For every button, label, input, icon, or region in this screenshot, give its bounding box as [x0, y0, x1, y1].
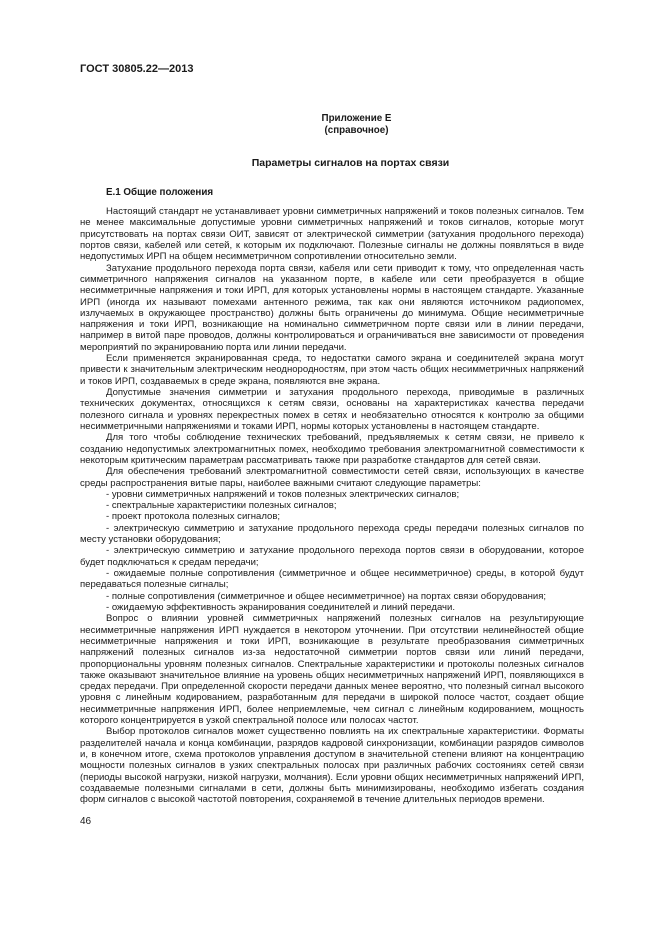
- list-item: - электрическую симметрию и затухание продольного перехода среды передачи полезных сигналов по месту установки оборудования;: [80, 522, 584, 546]
- list-item: - спектральные характеристики полезных сигналов;: [106, 500, 337, 512]
- paragraph: Вопрос о влиянии уровней симметричных напряжений полезных сигналов на результирующие несимметричные напряжения ИРП нуждается в некотором уточнении. При отсутствии нелинейностей общие несимметричные напряжения и токи ИРП, возникающие в результате преобразования симметричных напряжений полезных сигналов из-за недостаточной симметрии портов связи или линий передачи, пропорциональны уровням полезных сигналов. Спектральные характеристики и протоколы полезных сигналов также оказывают значительное влияние на уровень общих несимметричных напряжений ИРП, появляющихся в средах передачи. При определенной скорости передачи данных менее вероятно, что полезный сигнал высокого уровня с линейным кодированием, разработанным для передачи в широкой полосе частот, создает общие несимметричные напряжения ИРП, более неприемлемые, чем сигнал с линейным кодированием, мощность которого концентрируется в узкой спектральной полосе или полосах частот.: [80, 613, 584, 727]
- page-number: 46: [80, 816, 92, 827]
- paragraph: Допустимые значения симметрии и затухания продольного перехода, приводимые в различных технических документах, относящихся к сетям связи, основаны на характеристиках качества передачи полезного сигнала и уровнях перекрестных помех в сетях и необязательно относятся к контролю за общими несимметричными напряжениями и токами ИРП, нормы которых установлены в настоящем стандарте.: [80, 387, 584, 432]
- paragraph: Затухание продольного перехода порта связи, кабеля или сети приводит к тому, что определенная часть симметричного напряжения сигналов на указанном порте, в кабеле или сети преобразуется в общие несимметричные напряжения и токи ИРП, для которых установлены нормы в настоящем стандарте. Указанные ИРП (иногда их называют помехами антенного режима, так как они являются источником радиопомех, излучаемых в окружающее пространство) должны быть ограничены до минимума. Общие несимметричные напряжения и токи ИРП, возникающие на номинально симметричном порте связи или в линии передачи, например в витой паре проводов, должны контролироваться и ограничиваться вне зависимости от проведения мероприятий по экранированию порта или линии передачи.: [80, 262, 584, 353]
- page-title: Параметры сигналов на портах связи: [251, 157, 450, 169]
- list-item: - ожидаемые полные сопротивления (симметричное и общее несимметричное) среды, в которой будут передаваться полезные сигналы;: [80, 568, 584, 591]
- body-text: [80, 206, 584, 806]
- list-item: - уровни симметричных напряжений и токов полезных электрических сигналов;: [106, 488, 460, 500]
- appendix-subtitle: (справочное): [324, 125, 389, 136]
- paragraph: Настоящий стандарт не устанавливает уровни симметричных напряжений и токов полезных сигналов. Тем не менее максимальные допустимые уровни симметричных напряжений и токов сигналов, которые могут присутствовать на портах связи ОИТ, зависят от электрической симметрии (затухания продольного перехода) портов связи, кабелей или сетей, к которым их подключают. Полезные сигналы не должны появляться в виде недопустимых ИРП на общем несимметричном сопротивлении относительно земли.: [80, 206, 584, 263]
- section-heading: Е.1 Общие положения: [106, 187, 214, 198]
- paragraph: Для обеспечения требований электромагнитной совместимости сетей связи, использующих в качестве среды распространения витые пары, наиболее важными считают следующие параметры:: [80, 466, 584, 489]
- paragraph: Если применяется экранированная среда, то недостатки самого экрана и соединителей экрана могут привести к значительным электрическим неоднородностям, при этом часть общих несимметричных напряжений и токов ИРП, создаваемых в среде экрана, появляются вне экрана.: [80, 353, 584, 387]
- paragraph: Выбор протоколов сигналов может существенно повлиять на их спектральные характеристики. Форматы разделителей начала и конца комбинации, разрядов кадровой синхронизации, комбинации разрядов символов и, в конечном итоге, схема протоколов управления доступом в значительной степени влияют на концентрацию мощности полезных сигналов в узких спектральных полосах при различных рабочих состояниях сетей связи (периоды высокой нагрузки, низкой нагрузки, молчания). Если уровни общих несимметричных напряжений ИРП, создаваемые полезными сигналами в сети, должны быть минимизированы, необходимо избегать создания форм сигналов с высокой частотой повторения, сохраняемой в течение длительных периодов времени.: [80, 726, 584, 806]
- list-item: - ожидаемую эффективность экранирования соединителей и линий передачи.: [106, 601, 456, 613]
- list-item: - электрическую симметрию и затухание продольного перехода портов связи в оборудовании, которое будет подключаться к средам передачи;: [80, 545, 584, 568]
- appendix-title: Приложение Е: [321, 113, 392, 124]
- paragraph: Для того чтобы соблюдение технических требований, предъявляемых к сетям связи, не привело к созданию недопустимых электромагнитных помех, необходимо требования электромагнитной совместимости к некоторым критическим параметрам рассматривать также при разработке стандартов для сетей связи.: [80, 432, 584, 466]
- appendix-heading: [0, 113, 661, 137]
- document-header: ГОСТ 30805.22—2013: [80, 63, 194, 75]
- list-item: - полные сопротивления (симметричное и общее несимметричное) на портах связи оборудования;: [106, 590, 547, 602]
- list-item: - проект протокола полезных сигналов;: [106, 511, 281, 523]
